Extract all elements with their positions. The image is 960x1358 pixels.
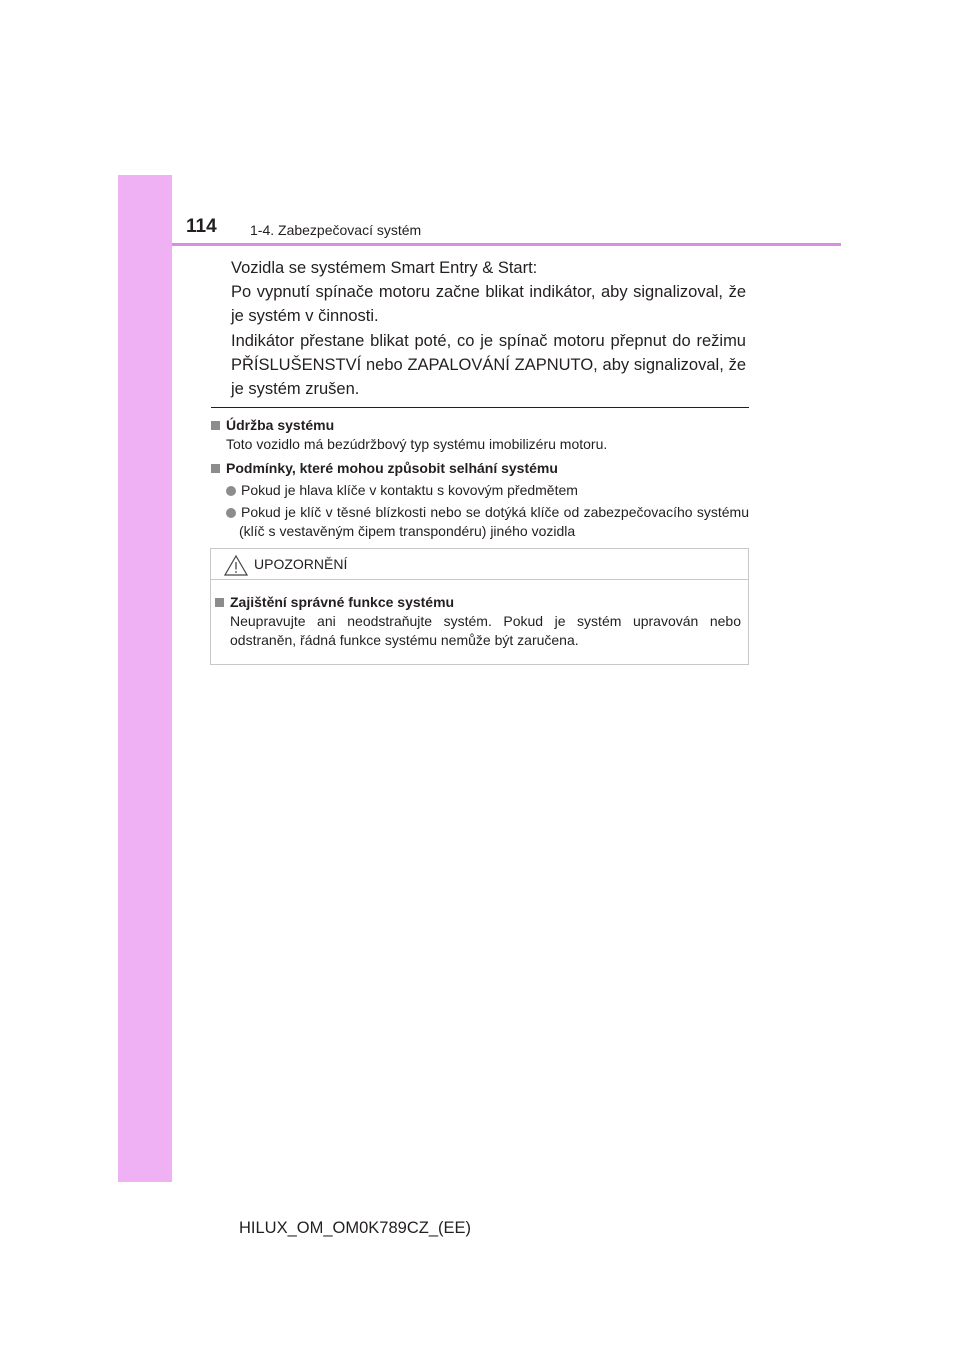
square-bullet-icon: [215, 598, 224, 607]
square-bullet-icon: [211, 421, 220, 430]
warning-label: UPOZORNĚNÍ: [254, 556, 348, 572]
page-number: 114: [186, 216, 217, 237]
section-divider: [211, 407, 749, 408]
warning-triangle-icon: [224, 555, 248, 576]
intro-paragraph-2: Po vypnutí spínače motoru začne blikat indikátor, aby signalizoval, že je systém v činnosti.: [231, 283, 746, 325]
round-bullet-icon: [226, 508, 236, 518]
warning-text: Neupravujte ani neodstraňujte systém. Pokud je systém upravován nebo odstraněn, řádná funkce systému nemůže být zaručena.: [230, 613, 741, 648]
list-item: [211, 503, 749, 541]
intro-paragraph-1: Vozidla se systémem Smart Entry & Start:: [231, 259, 538, 277]
note-heading: [211, 459, 749, 478]
note-heading: [211, 416, 749, 435]
side-tab-band: [118, 175, 172, 1182]
maintenance-text: Toto vozidlo má bezúdržbový typ systému imobilizéru motoru.: [226, 436, 608, 452]
footer-code: HILUX_OM_OM0K789CZ_(EE): [239, 1219, 471, 1237]
warning-title-row: [215, 593, 741, 612]
note-maintenance: [211, 416, 749, 454]
square-bullet-icon: [211, 464, 220, 473]
header-rule: [172, 243, 841, 246]
round-bullet-icon: [226, 486, 236, 496]
list-item: [211, 481, 749, 500]
failure-title: Podmínky, které mohou způsobit selhání systému: [226, 460, 558, 476]
warning-title: Zajištění správné funkce systému: [230, 594, 455, 610]
warning-box: [210, 548, 749, 665]
intro-paragraph-3: Indikátor přestane blikat poté, co je spínač motoru přepnut do režimu PŘÍSLUŠENSTVÍ nebo ZAPALOVÁNÍ ZAPNUTO, aby signalizoval, že je systém zrušen.: [231, 332, 746, 398]
warning-body: [215, 593, 741, 650]
bullet-text: Pokud je klíč v těsné blízkosti nebo se dotýká klíče od zabezpečovacího systému (klíč s vestavěným čipem transpondéru) jiného vozidla: [239, 504, 749, 539]
bullet-text: Pokud je hlava klíče v kontaktu s kovovým předmětem: [241, 482, 578, 498]
maintenance-title: Údržba systému: [226, 417, 335, 433]
warning-header: [211, 549, 748, 580]
note-failure-conditions: [211, 459, 749, 541]
section-title: 1-4. Zabezpečovací systém: [250, 222, 422, 238]
